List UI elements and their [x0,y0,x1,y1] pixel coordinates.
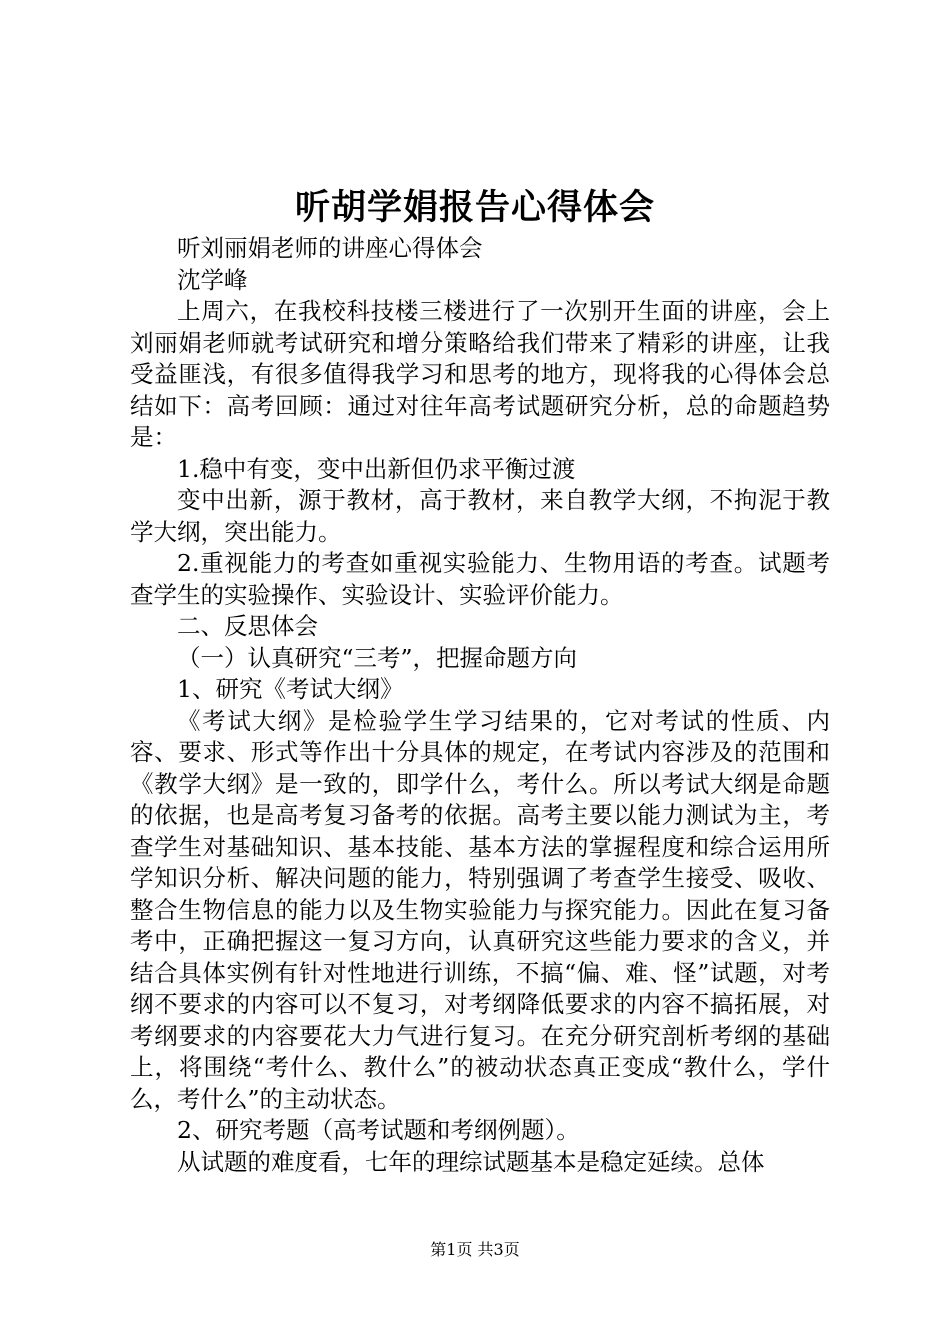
paragraph: 变中出新，源于教材，高于教材，来自教学大纲，不拘泥于教学大纲，突出能力。 [130,486,830,546]
paragraph: 1.稳中有变，变中出新但仍求平衡过渡 [177,454,576,483]
subsection-heading: 2、研究考题（高考试题和考纲例题）。 [177,1116,580,1144]
paragraph: 上周六，在我校科技楼三楼进行了一次别开生面的讲座，会上刘丽娟老师就考试研究和增分策略给我们带来了精彩的讲座，让我受益匪浅，有很多值得我学习和思考的地方，现将我的心得体会总结如下：高考回顾：通过对往年高考试题研究分析，总的命题趋势是： [130,297,830,451]
page-footer: 第1页 共3页 [430,1240,520,1259]
subsection-heading: 1、研究《考试大纲》 [177,675,404,703]
paragraph-author: 沈学峰 [177,265,248,294]
document-body [130,233,830,1178]
document-title: 听胡学娟报告心得体会 [294,187,655,228]
paragraph: 从试题的难度看，七年的理综试题基本是稳定延续。总体 [177,1147,765,1176]
section-heading: 二、反思体会 [177,612,318,640]
paragraph: 2.重视能力的考查如重视实验能力、生物用语的考查。试题考查学生的实验操作、实验设计、实验评价能力。 [130,549,830,609]
paragraph-subtitle: 听刘丽娟老师的讲座心得体会 [177,234,483,262]
subsection-heading: （一）认真研究“三考”，把握命题方向 [177,643,578,672]
paragraph: 《考试大纲》是检验学生学习结果的，它对考试的性质、内容、要求、形式等作出十分具体的规定，在考试内容涉及的范围和《教学大纲》是一致的，即学什么，考什么。所以考试大纲是命题的依据，也是高考复习备考的依据。高考主要以能力测试为主，考查学生对基础知识、基本技能、基本方法的掌握程度和综合运用所学知识分析、解决问题的能力，特别强调了考查学生接受、吸收、整合生物信息的能力以及生物实验能力与探究能力。因此在复习备考中，正确把握这一复习方向，认真研究这些能力要求的含义，并结合具体实例有针对性地进行训练，不搞“偏、难、怪”试题，对考纲不要求的内容可以不复习，对考纲降低要求的内容不搞拓展，对考纲要求的内容要花大力气进行复习。在充分研究剖析考纲的基础上，将围绕“考什么、教什么”的被动状态真正变成“教什么，学什么，考什么”的主动状态。 [130,706,830,1113]
